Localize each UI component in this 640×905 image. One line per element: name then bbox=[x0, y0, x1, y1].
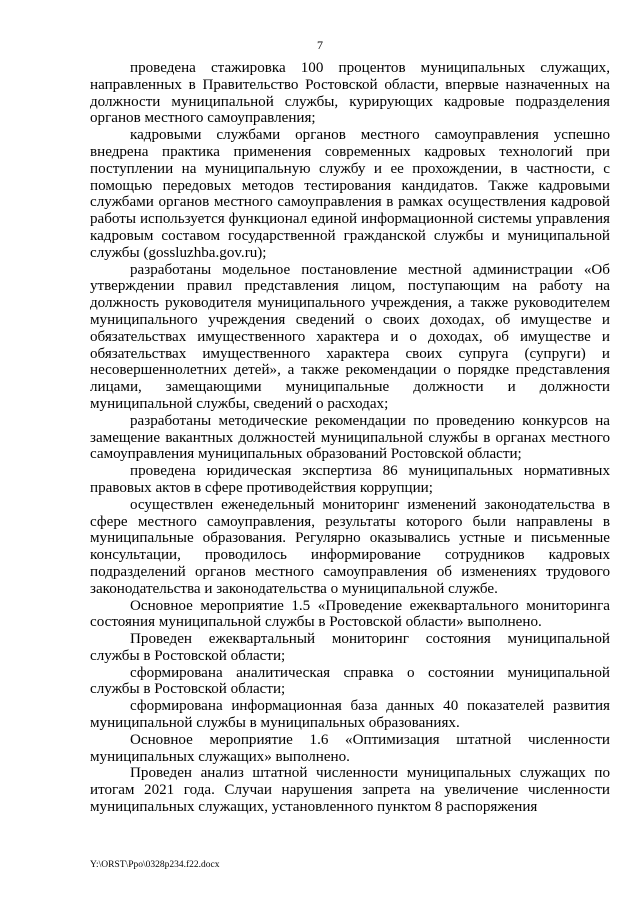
paragraph: осуществлен еженедельный мониторинг изменений законодательства в сфере местного самоуправления, результаты которого были направлены в муниципальные образования. Регулярно оказывались устные и письменные консультации, проводилось информирование сотрудников кадровых подразделений органов местного самоуправления об изменениях трудового законодательства и законодательства о муниципальной службе. bbox=[90, 496, 610, 597]
paragraph: Основное мероприятие 1.6 «Оптимизация штатной численности муниципальных служащих» выполнено. bbox=[90, 731, 610, 765]
document-body bbox=[90, 60, 610, 816]
paragraph: Основное мероприятие 1.5 «Проведение ежеквартального мониторинга состояния муниципальной службы в Ростовской области» выполнено. bbox=[90, 597, 610, 631]
paragraph: сформирована информационная база данных 40 показателей развития муниципальной службы в муниципальных образованиях. bbox=[90, 698, 610, 732]
paragraph: разработаны методические рекомендации по проведению конкурсов на замещение вакантных должностей муниципальной службы в органах местного самоуправления муниципальных образований Ростовской области; bbox=[90, 412, 610, 463]
paragraph: разработаны модельное постановление местной администрации «Об утверждении правил представления лицом, поступающим на работу на должность руководителя муниципального учреждения, а также руководителем муниципального учреждения сведений о своих доходах, об имуществе и обязательствах имущественного характера и о доходах, об имуществе и обязательствах имущественного характера своих супруга (супруги) и несовершеннолетних детей», а также рекомендации о порядке представления лицами, замещающими муниципальные должности и должности муниципальной службы, сведений о расходах; bbox=[90, 261, 610, 412]
paragraph: сформирована аналитическая справка о состоянии муниципальной службы в Ростовской области; bbox=[90, 664, 610, 698]
footer-file-path: Y:\ORST\Ppo\0328p234.f22.docx bbox=[90, 860, 220, 870]
paragraph: кадровыми службами органов местного самоуправления успешно внедрена практика применения современных кадровых технологий при поступлении на муниципальную службу и ее прохождении, в частности, с помощью передовых методов тестирования кандидатов. Также кадровыми службами органов местного самоуправления в рамках осуществления кадровой работы используется функционал единой информационной системы управления кадровым составом государственной гражданской службы и муниципальной службы (gossluzhba.gov.ru); bbox=[90, 127, 610, 261]
page-number: 7 bbox=[317, 38, 323, 52]
paragraph: Проведен ежеквартальный мониторинг состояния муниципальной службы в Ростовской области; bbox=[90, 631, 610, 664]
paragraph: проведена стажировка 100 процентов муниципальных служащих, направленных в Правительство Ростовской области, впервые назначенных на должности муниципальной службы, курирующих кадровые подразделения органов местного самоуправления; bbox=[90, 60, 610, 127]
paragraph: Проведен анализ штатной численности муниципальных служащих по итогам 2021 года. Случаи нарушения запрета на увеличение численности муниципальных служащих, установленного пунктом 8 распоряжения bbox=[90, 765, 610, 816]
paragraph: проведена юридическая экспертиза 86 муниципальных нормативных правовых актов в сфере противодействия коррупции; bbox=[90, 463, 610, 496]
